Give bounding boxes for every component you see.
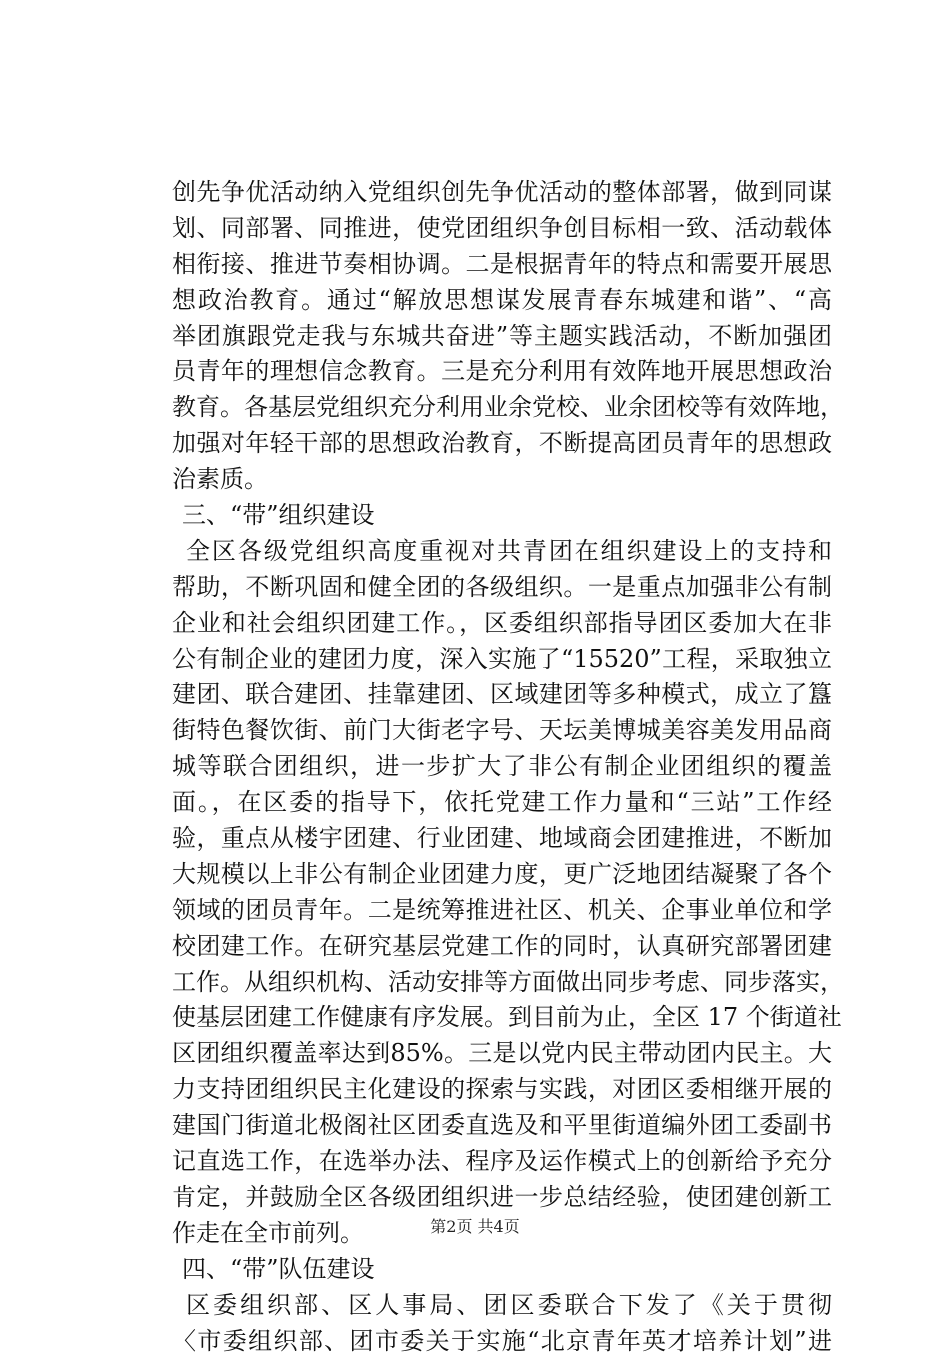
text-line: 公有制企业的建团力度，深入实施了“15520”工程，采取独立 bbox=[172, 642, 832, 678]
text-line: 创先争优活动纳入党组织创先争优活动的整体部署，做到同谋 bbox=[172, 175, 832, 211]
text-line: 帮助，不断巩固和健全团的各级组织。一是重点加强非公有制 bbox=[172, 570, 832, 606]
text-line: 治素质。 bbox=[172, 462, 832, 498]
document-body bbox=[172, 175, 832, 1359]
text-line: 大规模以上非公有制企业团建力度，更广泛地团结凝聚了各个 bbox=[172, 857, 832, 893]
page-number: 第2页 共4页 bbox=[0, 1214, 950, 1237]
text-line: 街特色餐饮街、前门大街老字号、天坛美博城美容美发用品商 bbox=[172, 713, 832, 749]
text-line: 举团旗跟党走我与东城共奋进”等主题实践活动，不断加强团 bbox=[172, 319, 832, 355]
text-line: 区委组织部、区人事局、团区委联合下发了《关于贯彻 bbox=[172, 1288, 832, 1324]
text-line: 作走在全市前列。 bbox=[172, 1216, 832, 1252]
text-line: 建国门街道北极阁社区团委直选及和平里街道编外团工委副书 bbox=[172, 1108, 832, 1144]
text-line: 全区各级党组织高度重视对共青团在组织建设上的支持和 bbox=[172, 534, 832, 570]
text-line: 城等联合团组织，进一步扩大了非公有制企业团组织的覆盖 bbox=[172, 749, 832, 785]
text-line: 想政治教育。通过“解放思想谋发展青春东城建和谐”、“高 bbox=[172, 283, 832, 319]
text-line: 相衔接、推进节奏相协调。二是根据青年的特点和需要开展思 bbox=[172, 247, 832, 283]
text-line: 领域的团员青年。二是统筹推进社区、机关、企事业单位和学 bbox=[172, 893, 832, 929]
text-line: 区团组织覆盖率达到85%。三是以党内民主带动团内民主。大 bbox=[172, 1036, 832, 1072]
text-line: 加强对年轻干部的思想政治教育，不断提高团员青年的思想政 bbox=[172, 426, 832, 462]
text-line: 使基层团建工作健康有序发展。到目前为止，全区 17 个街道社 bbox=[172, 1000, 832, 1036]
text-line: 记直选工作，在选举办法、程序及运作模式上的创新给予充分 bbox=[172, 1144, 832, 1180]
text-line: 建团、联合建团、挂靠建团、区域建团等多种模式，成立了簋 bbox=[172, 677, 832, 713]
text-line: 校团建工作。在研究基层党建工作的同时，认真研究部署团建 bbox=[172, 929, 832, 965]
text-line: 〈市委组织部、团市委关于实施“北京青年英才培养计划”进 bbox=[172, 1324, 832, 1359]
text-line: 力支持团组织民主化建设的探索与实践，对团区委相继开展的 bbox=[172, 1072, 832, 1108]
text-line: 教育。各基层党组织充分利用业余党校、业余团校等有效阵地， bbox=[172, 390, 832, 426]
text-line: 工作。从组织机构、活动安排等方面做出同步考虑、同步落实， bbox=[172, 965, 832, 1001]
text-line: 员青年的理想信念教育。三是充分利用有效阵地开展思想政治 bbox=[172, 354, 832, 390]
text-line: 面。，在区委的指导下，依托党建工作力量和“三站”工作经 bbox=[172, 785, 832, 821]
section-heading: 四、“带”队伍建设 bbox=[172, 1252, 832, 1288]
text-line: 企业和社会组织团建工作。，区委组织部指导团区委加大在非 bbox=[172, 606, 832, 642]
text-line: 验，重点从楼宇团建、行业团建、地域商会团建推进，不断加 bbox=[172, 821, 832, 857]
section-heading: 三、“带”组织建设 bbox=[172, 498, 832, 534]
text-line: 划、同部署、同推进，使党团组织争创目标相一致、活动载体 bbox=[172, 211, 832, 247]
text-line: 肯定，并鼓励全区各级团组织进一步总结经验，使团建创新工 bbox=[172, 1180, 832, 1216]
